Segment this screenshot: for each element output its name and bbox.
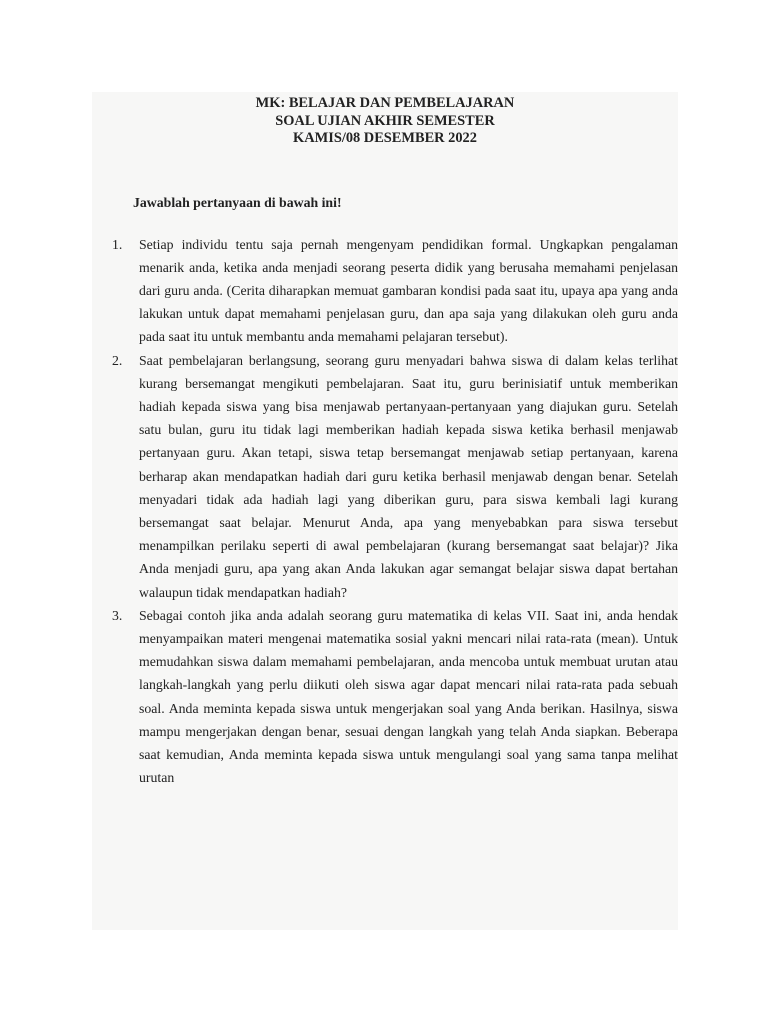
header-exam-title: SOAL UJIAN AKHIR SEMESTER (275, 112, 495, 129)
document-content (92, 92, 678, 789)
header-course-title: MK: BELAJAR DAN PEMBELAJARAN (255, 95, 515, 111)
question-text: Setiap individu tentu saja pernah mengenyam pendidikan formal. Ungkapkan pengalaman menarik anda, ketika anda menjadi seorang peserta didik yang berusaha memahami penjelasan dari guru anda. (Cerita diharapkan memuat gambaran kondisi pada saat itu, upaya apa yang anda lakukan untuk dapat memahami penjelasan guru, dan apa saja yang dilakukan oleh guru anda pada saat itu untuk membantu anda memahami pelajaran tersebut). (139, 236, 678, 345)
question-number: 3. (112, 607, 123, 623)
question-item-1 (92, 233, 678, 349)
question-number: 1. (112, 236, 123, 252)
header-exam-date: KAMIS/08 DESEMBER 2022 (293, 130, 477, 146)
instruction-text: Jawablah pertanyaan di bawah ini! (133, 194, 342, 210)
question-item-2 (92, 349, 678, 604)
document-header (92, 95, 678, 148)
question-item-3 (92, 604, 678, 790)
question-text: Sebagai contoh jika anda adalah seorang guru matematika di kelas VII. Saat ini, anda hendak menyampaikan materi mengenai matematika sosial yakni mencari nilai rata-rata (mean). Untuk memudahkan siswa dalam memahami pembelajaran, anda mencoba untuk membuat urutan atau langkah-langkah yang perlu diikuti oleh siswa agar dapat mencari nilai rata-rata pada sebuah soal. Anda meminta kepada siswa untuk mengerjakan soal yang Anda berikan. Hasilnya, siswa mampu mengerjakan dengan benar, sesuai dengan langkah yang telah Anda siapkan. Beberapa saat kemudian, Anda meminta kepada siswa untuk mengulangi soal yang sama tanpa melihat urutan (139, 607, 678, 786)
question-text: Saat pembelajaran berlangsung, seorang guru menyadari bahwa siswa di dalam kelas terlihat kurang bersemangat mengikuti pembelajaran. Saat itu, guru berinisiatif untuk memberikan hadiah kepada siswa yang bisa menjawab pertanyaan-pertanyaan yang diajukan guru. Setelah satu bulan, guru itu tidak lagi memberikan hadiah kepada siswa ketika berhasil menjawab pertanyaan guru. Akan tetapi, siswa tetap bersemangat menjawab setiap pertanyaan, karena berharap akan mendapatkan hadiah dari guru ketika berhasil menjawab dengan benar. Setelah menyadari tidak ada hadiah lagi yang diberikan guru, para siswa kembali lagi kurang bersemangat saat belajar. Menurut Anda, apa yang menyebabkan para siswa tersebut menampilkan perilaku seperti di awal pembelajaran (kurang bersemangat saat belajar)? Jika Anda menjadi guru, apa yang akan Anda lakukan agar semangat belajar siswa dapat bertahan walaupun tidak mendapatkan hadiah? (139, 352, 678, 600)
question-number: 2. (112, 352, 123, 368)
question-list (92, 233, 678, 790)
